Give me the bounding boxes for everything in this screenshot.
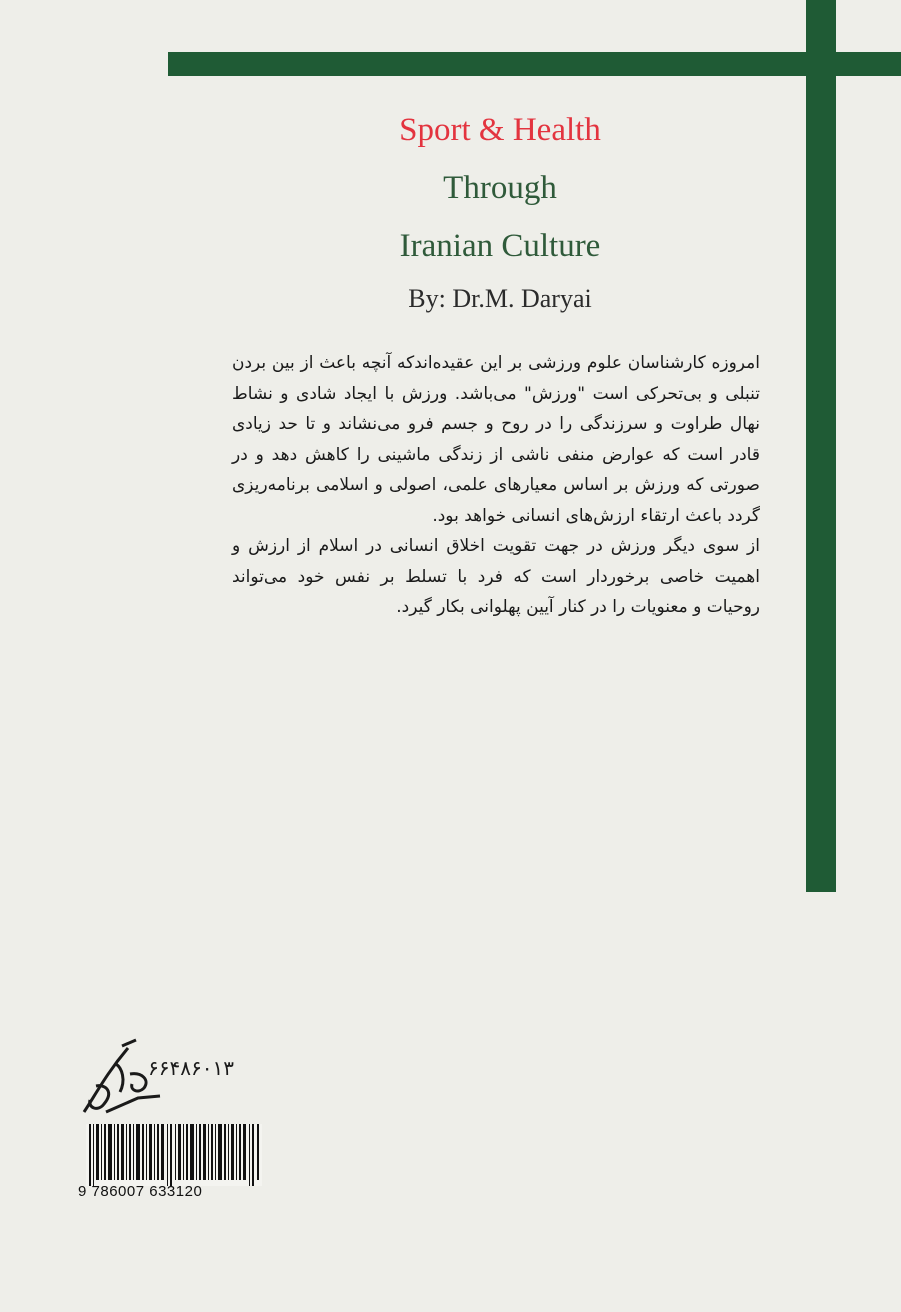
description-paragraph-2: از سوی دیگر ورزش در جهت تقویت اخلاق انسانی در اسلام از ارزش و اهمیت خاصی برخوردار است که فرد با تسلط بر نفس خود می‌تواند روحیات و معنویات را در کنار آیین پهلوانی بکار گیرد. — [232, 536, 760, 617]
publisher-phone: ۶۶۴۸۶۰۱۳ — [148, 1056, 234, 1080]
title-line-2: Through — [443, 170, 557, 206]
description-paragraph-1: امروزه کارشناسان علوم ورزشی بر این عقیده‌اندکه آنچه باعث از بین بردن تنبلی و بی‌تحرکی است "ورزش" می‌باشد. ورزش با ایجاد شادی و نشاط نهال طراوت و سرزندگی را در روح و جسم فرو می‌نشاند و تا حد زیادی قادر است که عوارض منفی ناشی از زندگی ماشینی را کاهش دهد و در صورتی که ورزش بر اساس معیارهای علمی، اصولی و اسلامی برنامه‌ریزی گردد باعث ارتقاء ارزش‌های انسانی خواهد بود. — [232, 353, 760, 526]
title-line-1: Sport & Health — [399, 112, 601, 148]
green-vertical-stripe — [806, 0, 836, 892]
book-description — [232, 348, 760, 623]
author-line: By: Dr.M. Daryai — [408, 284, 592, 313]
isbn-digits: 9 786007 633120 — [78, 1183, 203, 1200]
title-line-3: Iranian Culture — [399, 228, 601, 264]
green-horizontal-stripe — [168, 52, 901, 76]
isbn-barcode — [86, 1124, 262, 1186]
